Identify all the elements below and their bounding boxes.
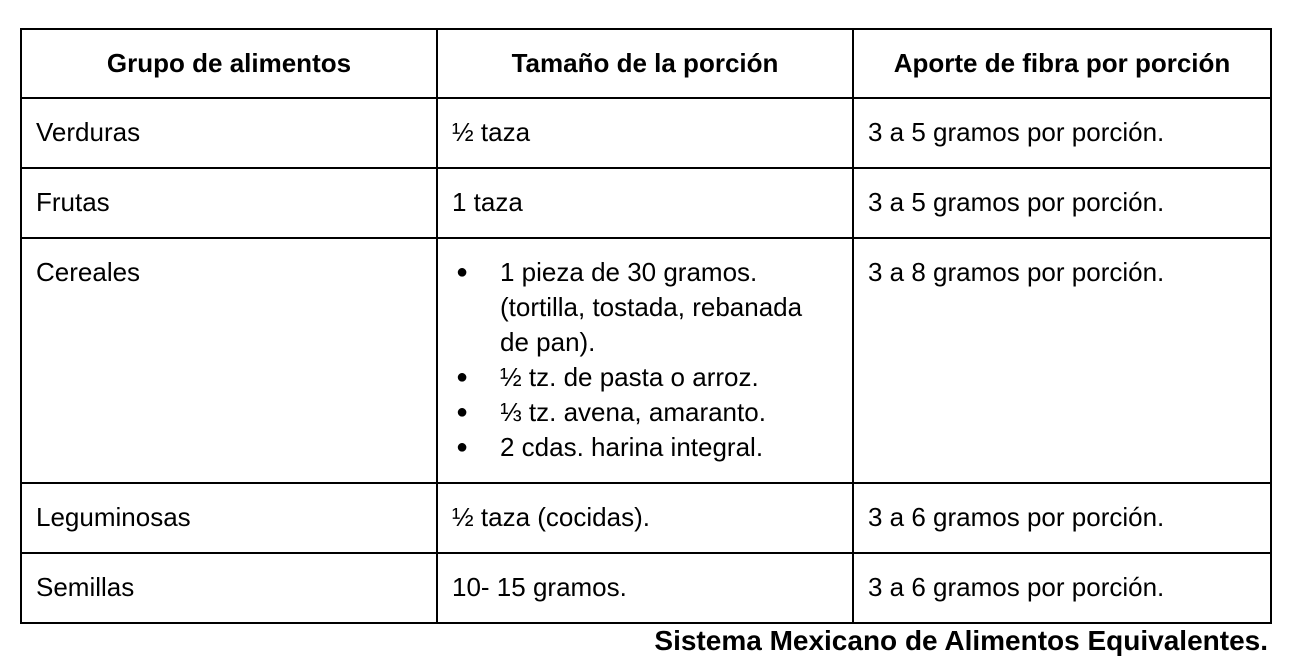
bullet-icon: ● [455,261,469,283]
header-row [21,29,1271,98]
portion-cell: 1 taza [437,168,853,238]
bullet-icon: ● [455,436,469,458]
list-item-text: 2 cdas. harina integral. [500,432,764,462]
header-portion-size: Tamaño de la porción [437,29,853,98]
food-group-cell: Semillas [21,553,437,623]
fiber-table [20,28,1272,624]
food-group-cell: Leguminosas [21,483,437,553]
header-fiber-per-portion: Aporte de fibra por porción [853,29,1271,98]
food-group-cell: Cereales [21,238,437,483]
list-item-text: ⅓ tz. avena, amaranto. [500,397,766,427]
list-item [452,360,838,395]
table-body [21,98,1271,623]
portion-cell: ½ taza [437,98,853,168]
food-group-cell: Verduras [21,98,437,168]
portion-list [452,255,838,465]
fiber-cell: 3 a 6 gramos por porción. [853,553,1271,623]
list-item-text: ½ tz. de pasta o arroz. [500,362,759,392]
table-row [21,238,1271,483]
fiber-cell: 3 a 5 gramos por porción. [853,168,1271,238]
fiber-cell: 3 a 5 gramos por porción. [853,98,1271,168]
list-item [452,430,838,465]
list-item [452,395,838,430]
table-row [21,168,1271,238]
portion-cell: 10- 15 gramos. [437,553,853,623]
header-food-group: Grupo de alimentos [21,29,437,98]
table-row [21,553,1271,623]
portion-cell: ½ taza (cocidas). [437,483,853,553]
list-item [452,255,838,360]
table-header [21,29,1271,98]
table-row [21,98,1271,168]
list-item-text: 1 pieza de 30 gramos. (tortilla, tostada, rebanada de pan). [500,257,803,357]
portion-cell [437,238,853,483]
bullet-icon: ● [455,366,469,388]
fiber-cell: 3 a 8 gramos por porción. [853,238,1271,483]
source-caption: Sistema Mexicano de Alimentos Equivalentes. [654,625,1268,656]
table-row [21,483,1271,553]
bullet-icon: ● [455,401,469,423]
food-group-cell: Frutas [21,168,437,238]
fiber-cell: 3 a 6 gramos por porción. [853,483,1271,553]
